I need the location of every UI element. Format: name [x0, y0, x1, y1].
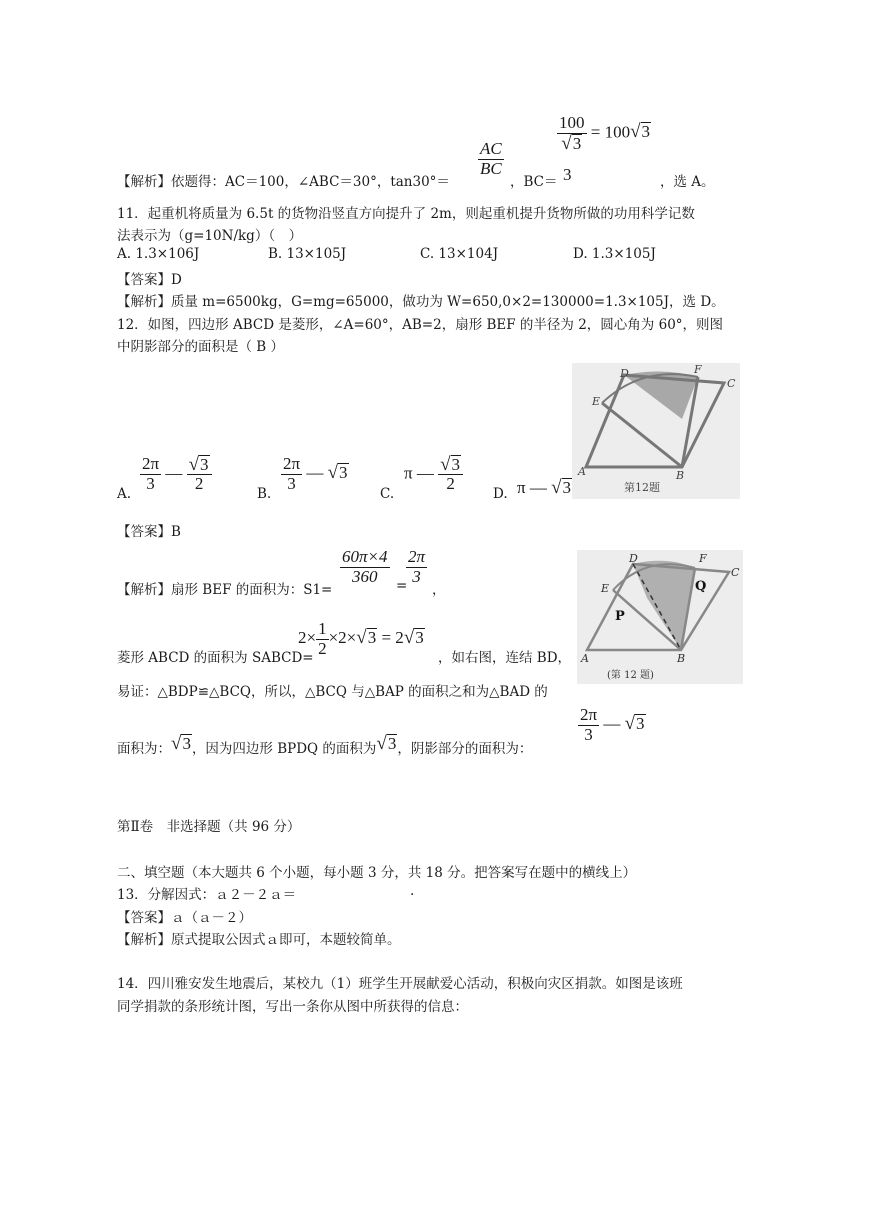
q12-option-d-label: D. — [493, 486, 508, 502]
q10-choose: ，选 A。 — [660, 174, 715, 190]
bc-result-sqrt: √ 3 — [630, 121, 651, 143]
s1-comma: ， — [432, 582, 446, 598]
q12-option-b-expr: $\frac{2\pi}{3}$ — √ 3 — [283, 454, 348, 493]
label-c: C — [727, 377, 736, 390]
q13-analysis: 【解析】原式提取公因式ａ即可，本题较简单。 — [117, 932, 401, 948]
q10-analysis-line — [117, 170, 450, 190]
q14-stem-line1: 14．四川雅安发生地震后，某校九（1）班学生开展献爱心活动，积极向灾区捐款。如图是该班 — [117, 976, 683, 992]
q11-option-a: A. 1.3×106J — [117, 246, 200, 262]
bc-value-expression — [557, 114, 651, 153]
q13-answer: 【答案】ａ（ａ－２） — [117, 910, 252, 926]
bc-den-three: 3 — [563, 165, 572, 184]
q10-analysis-text: 依题得：AC＝100，∠ABC＝30°，tan30°＝ — [171, 174, 450, 190]
proof-line: 易证：△BDP≌△BCQ，所以，△BCQ 与△BAP 的面积之和为△BAD 的 — [117, 684, 548, 700]
q11-analysis: 【解析】质量 m=6500kg，G=mg=65000，做功为 W=650,0×2=130000=1.3×105J，选 D。 — [117, 294, 725, 310]
equals: = — [590, 122, 601, 142]
label-b-2: B — [677, 652, 686, 665]
q13-period: . — [410, 883, 415, 899]
q12-figure — [572, 363, 740, 499]
q11-stem-line2: 法表示为（g=10N/kg）（ ） — [117, 228, 303, 244]
figure-2-caption: (第 12 题) — [607, 670, 654, 681]
shaded-area-result: $\frac{2\pi}{3}$ — √ 3 — [580, 705, 645, 744]
s1-fraction: $\frac{60\pi\times 4}{360}$ — [342, 547, 388, 586]
q12-option-c-expr: π — √ 3 2 — [404, 455, 463, 494]
q11-answer: 【答案】D — [117, 272, 182, 288]
label-e-2: E — [601, 582, 610, 595]
analysis-tag: 【解析】 — [117, 174, 171, 190]
bc-label: ，BC＝ — [510, 174, 558, 190]
rhombus-label: 菱形 ABCD 的面积为 SABCD= — [117, 650, 314, 666]
rhombus-expr: 2× $\frac{1}{2}$ ×2× √ 3 = 2 √ 3 — [298, 619, 424, 658]
s1-equals: = — [396, 578, 408, 594]
q12-option-a-expr: $\frac{2\pi}{3}$ — √ 3 2 — [140, 455, 212, 494]
section-title: 第Ⅱ卷 非选择题（共 96 分） — [117, 819, 301, 835]
q14-stem-line2: 同学捐款的条形统计图，写出一条你从图中所获得的信息： — [117, 999, 468, 1015]
figure-caption: 第12题 — [624, 481, 660, 494]
q12-option-b-label: B. — [257, 486, 272, 502]
q11-option-b: B. 13×105J — [268, 246, 347, 262]
tan-fraction — [478, 140, 504, 178]
sqrt3-den: √ 3 — [561, 132, 582, 154]
label-q-2: Q — [695, 579, 707, 594]
label-d: D — [620, 367, 629, 380]
area-line: 面积为： √ 3 ，因为四边形 BPDQ 的面积为 √ 3 ，阴影部分的面积为： — [117, 733, 533, 757]
label-c-2: C — [731, 566, 740, 579]
q12-answer: 【答案】B — [117, 524, 181, 540]
frac-den: BC — [480, 158, 502, 178]
frac-num: AC — [480, 139, 502, 158]
q12-option-a-label: A. — [117, 486, 132, 502]
label-p-2: P — [615, 609, 625, 624]
label-f-2: F — [699, 552, 707, 565]
label-d-2: D — [629, 552, 638, 565]
bc-result: 100 — [604, 122, 631, 142]
label-a-2: A — [581, 652, 589, 665]
q12-stem-line1: 12．如图，四边形 ABCD 是菱形，∠A=60°，AB=2，扇形 BEF 的半径为 2，圆心角为 60°，则图 — [117, 317, 724, 333]
q11-option-c: C. 13×104J — [420, 246, 499, 262]
q11-stem-line1: 11．起重机将质量为 6.5t 的货物沿竖直方向提升了 2m，则起重机提升货物所做的功用科学记数 — [117, 206, 695, 222]
connect-bd-text: ，如右图，连结 BD， — [438, 650, 572, 666]
q12-stem-line2: 中阴影部分的面积是（ B ） — [117, 339, 285, 355]
label-a: A — [578, 465, 586, 478]
label-f: F — [694, 363, 702, 376]
bc-num: 100 — [559, 113, 585, 132]
q12-figure-2 — [577, 550, 743, 684]
section-heading: 二、填空题（本大题共 6 个小题，每小题 3 分，共 18 分。把答案写在题中的横线上） — [117, 865, 637, 881]
label-b: B — [676, 469, 685, 482]
label-e: E — [592, 395, 601, 408]
q12-option-c-label: C. — [380, 486, 395, 502]
q11-option-d: D. 1.3×105J — [573, 246, 656, 262]
q12-option-d-expr: π — √ 3 — [517, 477, 572, 498]
q12-s1-label: 【解析】扇形 BEF 的面积为：S1= — [117, 582, 333, 598]
q13-stem: 13．分解因式：ａ２－２ａ＝ — [117, 887, 297, 903]
s1-result: $\frac{2\pi}{3}$ — [408, 547, 426, 586]
